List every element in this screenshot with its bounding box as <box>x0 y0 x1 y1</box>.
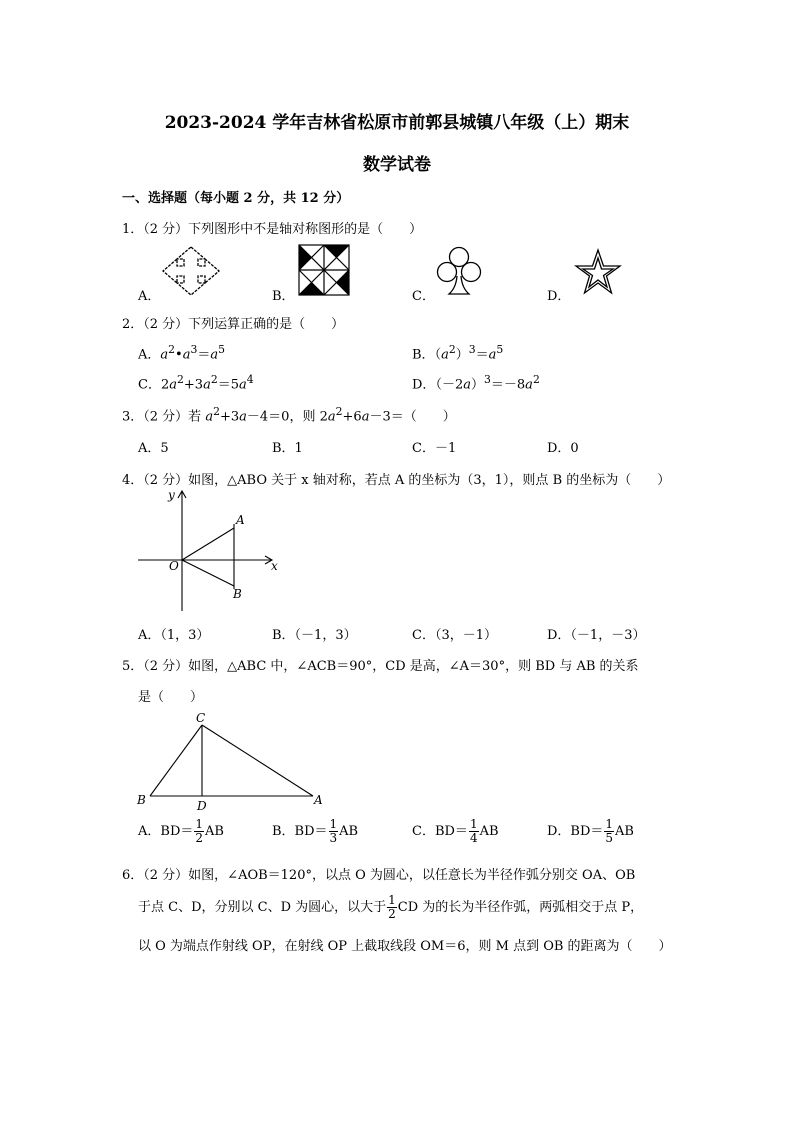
q6-stem-line2: 于点 C、D，分别以 C、D 为圆心，以大于 $\frac{1}{2}$ CD 为的长为半径作弧，两弧相交于点 P， <box>138 893 644 921</box>
q6-stem-line3: 以 O 为端点作射线 OP，在射线 OP 上截取线段 OM＝6，则 M 点到 OB 的距离为（ ） <box>138 939 672 954</box>
q4-coordinate-figure <box>135 486 285 614</box>
q2-stem: 2．（2 分）下列运算正确的是（ ） <box>122 317 345 332</box>
segment-oa <box>182 528 234 560</box>
q4-stem: 4．（2 分）如图，△ABO 关于 x 轴对称，若点 A 的坐标为（3，1），则点 B 的坐标为（ ） <box>122 473 671 488</box>
q5-option-d: D．BD＝ $\frac{1}{5}$ AB <box>547 817 634 845</box>
label-b: B <box>137 793 146 807</box>
label-c: C <box>196 711 206 725</box>
q1-option-a-label: A． <box>138 289 161 304</box>
label-o: O <box>169 559 179 573</box>
club-shape-icon <box>436 246 482 296</box>
segment-ca <box>202 725 313 796</box>
q5-stem-line2: 是（ ） <box>138 690 204 705</box>
section-heading: 一、选择题（每小题 2 分，共 12 分） <box>122 191 350 206</box>
q3-option-c: C．－1 <box>412 441 457 456</box>
q2-option-b: B．$(a^2)^3=a^5$ <box>412 343 504 363</box>
q2-option-d: D．$(-2a)^3=-8a^2$ <box>412 373 540 393</box>
q6-stem-line1: 6．（2 分）如图，∠AOB＝120°，以点 O 为圆心，以任意长为半径作弧分别交 OA、OB <box>122 868 636 883</box>
star-outline-icon <box>573 248 623 296</box>
q5-option-b: B．BD＝ $\frac{1}{3}$ AB <box>272 817 359 845</box>
q5-option-c: C．BD＝ $\frac{1}{4}$ AB <box>412 817 499 845</box>
q1-stem: 1．（2 分）下列图形中不是轴对称图形的是（ ） <box>122 222 423 237</box>
q3-option-d: D．0 <box>547 441 579 456</box>
q3-stem: 3．（2 分）若 $a^2+3a-4=0$，则 $2a^2+6a-3=$（ ） <box>122 405 456 425</box>
q2-option-a: A．$a^2•a^3=a^5$ <box>138 343 226 363</box>
q2-option-c: C．$2a^2+3a^2=5a^4$ <box>138 373 254 393</box>
page-subtitle: 数学试卷 <box>363 155 431 175</box>
q4-option-d: D．（－1，－3） <box>547 628 646 643</box>
label-a: A <box>236 513 245 527</box>
q1-option-d-label: D． <box>547 289 571 304</box>
segment-bc <box>150 725 202 796</box>
q4-option-b: B．（－1，3） <box>272 628 357 643</box>
pinwheel-shape-icon <box>298 244 350 298</box>
page-title: 2023-2024 学年吉林省松原市前郭县城镇八年级（上）期末 <box>164 113 630 133</box>
q3-option-a: A．5 <box>138 441 169 456</box>
label-x: x <box>271 559 278 573</box>
q5-stem-line1: 5．（2 分）如图，△ABC 中，∠ACB＝90°，CD 是高，∠A＝30°，则 BD 与 AB 的关系 <box>122 659 639 674</box>
q5-option-a: A．BD＝ $\frac{1}{2}$ AB <box>138 817 224 845</box>
label-d: D <box>197 799 207 813</box>
q5-triangle-figure <box>135 708 330 814</box>
q4-option-c: C．（3，－1） <box>412 628 497 643</box>
q1-option-b-label: B． <box>272 289 295 304</box>
label-y: y <box>168 488 175 502</box>
segment-ob <box>182 560 234 586</box>
label-b: B <box>233 587 242 601</box>
four-arrow-shape-icon <box>162 246 220 296</box>
q1-option-c-label: C． <box>412 289 435 304</box>
label-a: A <box>314 793 323 807</box>
q3-option-b: B．1 <box>272 441 303 456</box>
q4-option-a: A．（1，3） <box>138 628 210 643</box>
